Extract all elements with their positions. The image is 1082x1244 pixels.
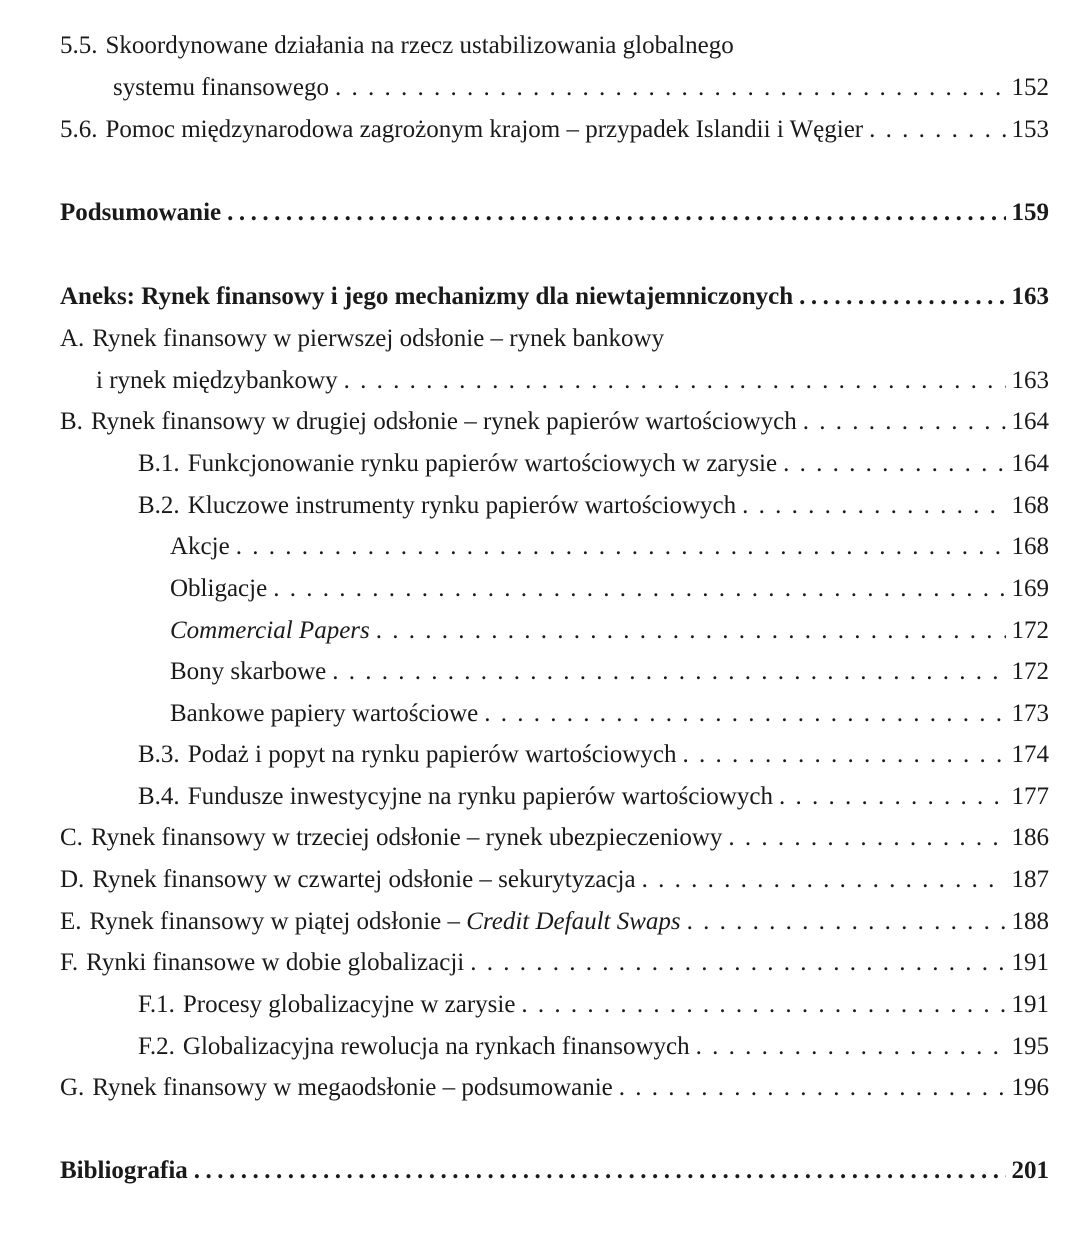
leader-dots (687, 901, 1006, 943)
entry-number: G. (60, 1074, 85, 1101)
toc-entry (0, 526, 1049, 568)
toc-entry (0, 401, 1049, 443)
entry-page: 177 (1011, 783, 1049, 810)
leader-dots (376, 610, 1006, 652)
toc-entry (0, 776, 1049, 818)
toc-entry (0, 318, 1049, 360)
leader-dots (227, 192, 1005, 234)
entry-number: E. (60, 908, 82, 935)
leader-dots (642, 859, 1006, 901)
toc-entry (0, 1067, 1049, 1109)
leader-dots (799, 276, 1005, 318)
entry-title: Rynek finansowy w pierwszej odsłonie – rynek bankowy (92, 325, 665, 352)
entry-title-italic: Commercial Papers (170, 617, 370, 644)
entry-title: systemu finansowego (113, 74, 329, 101)
entry-number: F.2. (138, 1033, 175, 1060)
entry-title: Podaż i popyt na rynku papierów wartościowych (187, 741, 677, 768)
entry-page: 188 (1011, 908, 1049, 935)
entry-page: 174 (1011, 741, 1049, 768)
leader-dots (335, 67, 1006, 109)
leader-dots (682, 734, 1005, 776)
toc-entry (0, 610, 1049, 652)
toc-entry-bold (0, 1150, 1049, 1192)
entry-page: 186 (1011, 824, 1049, 851)
toc-entry (0, 568, 1049, 610)
entry-title (90, 901, 681, 943)
toc-entry (0, 485, 1049, 527)
entry-title: Skoordynowane działania na rzecz ustabilizowania globalnego (105, 32, 734, 59)
entry-title: i rynek międzybankowy (96, 367, 338, 394)
entry-number: 5.5. (60, 32, 98, 59)
entry-title-italic: Credit Default Swaps (466, 908, 681, 935)
entry-page: 168 (1011, 533, 1049, 560)
entry-title: Rynki finansowe w dobie globalizacji (86, 949, 465, 976)
toc-entry-bold (0, 276, 1049, 318)
entry-page: 163 (1011, 283, 1049, 310)
entry-title: Funkcjonowanie rynku papierów wartościowych w zarysie (187, 450, 778, 477)
entry-page: 191 (1011, 991, 1049, 1018)
toc-entry (0, 651, 1049, 693)
toc-entry (0, 443, 1049, 485)
entry-number: B.4. (138, 783, 180, 810)
entry-number: D. (60, 866, 85, 893)
entry-title: Procesy globalizacyjne w zarysie (182, 991, 516, 1018)
entry-number: 5.6. (60, 116, 98, 143)
leader-dots (470, 942, 1005, 984)
leader-dots (619, 1067, 1006, 1109)
entry-title: Bony skarbowe (170, 658, 327, 685)
entry-title: Rynek finansowy w drugiej odsłonie – rynek papierów wartościowych (90, 408, 797, 435)
entry-title: Bankowe papiery wartościowe (170, 700, 479, 727)
toc-entry (0, 859, 1049, 901)
leader-dots (728, 817, 1005, 859)
leader-dots (521, 984, 1005, 1026)
leader-dots (344, 360, 1006, 402)
entry-page: 152 (1011, 74, 1049, 101)
leader-dots (194, 1150, 1006, 1192)
toc-entry (0, 109, 1049, 151)
entry-title: Pomoc międzynarodowa zagrożonym krajom – przypadek Islandii i Węgier (105, 116, 864, 143)
entry-title: Podsumowanie (60, 199, 222, 226)
leader-dots (742, 485, 1005, 527)
entry-number: F.1. (138, 991, 175, 1018)
entry-title (170, 610, 370, 652)
entry-page: 172 (1011, 617, 1049, 644)
entry-page: 163 (1011, 367, 1049, 394)
entry-title: Obligacje (170, 575, 268, 602)
entry-page: 195 (1011, 1033, 1049, 1060)
entry-page: 164 (1011, 408, 1049, 435)
entry-title: Kluczowe instrumenty rynku papierów wartościowych (187, 492, 737, 519)
entry-page: 159 (1011, 199, 1049, 226)
toc-entry-bold (0, 192, 1049, 234)
entry-title: Rynek finansowy w czwartej odsłonie – sekurytyzacja (92, 866, 636, 893)
entry-number: B.1. (138, 450, 180, 477)
entry-number: C. (60, 824, 83, 851)
leader-dots (273, 568, 1005, 610)
entry-number: B.3. (138, 741, 180, 768)
entry-title: Globalizacyjna rewolucja na rynkach finansowych (182, 1033, 690, 1060)
entry-title: Rynek finansowy w trzeciej odsłonie – rynek ubezpieczeniowy (90, 824, 723, 851)
entry-number: F. (60, 949, 79, 976)
toc-entry (0, 734, 1049, 776)
toc-entry (0, 901, 1049, 943)
entry-title: Bibliografia (60, 1157, 188, 1184)
entry-number: A. (60, 325, 85, 352)
toc-entry (0, 1026, 1049, 1068)
entry-page: 153 (1011, 116, 1049, 143)
leader-dots (236, 526, 1006, 568)
leader-dots (869, 109, 1005, 151)
toc-entry (0, 25, 1049, 67)
entry-page: 196 (1011, 1074, 1049, 1101)
entry-number: B.2. (138, 492, 180, 519)
entry-page: 169 (1011, 575, 1049, 602)
entry-title-text: Rynek finansowy w piątej odsłonie – (89, 908, 467, 935)
entry-page: 164 (1011, 450, 1049, 477)
entry-title: Akcje (170, 533, 230, 560)
leader-dots (803, 401, 1006, 443)
toc-entry (0, 693, 1049, 735)
entry-page: 172 (1011, 658, 1049, 685)
leader-dots (783, 443, 1005, 485)
entry-title: Rynek finansowy w megaodsłonie – podsumowanie (92, 1074, 613, 1101)
entry-title: Aneks: Rynek finansowy i jego mechanizmy dla niewtajemniczonych (60, 283, 794, 310)
leader-dots (696, 1026, 1006, 1068)
toc-entry (0, 67, 1049, 109)
entry-page: 191 (1011, 949, 1049, 976)
toc-entry (0, 360, 1049, 402)
leader-dots (332, 651, 1005, 693)
toc-entry (0, 984, 1049, 1026)
toc-entry (0, 942, 1049, 984)
entry-title: Fundusze inwestycyjne na rynku papierów wartościowych (187, 783, 773, 810)
entry-page: 168 (1011, 492, 1049, 519)
entry-number: B. (60, 408, 83, 435)
entry-page: 201 (1011, 1157, 1049, 1184)
entry-page: 173 (1011, 700, 1049, 727)
toc-entry (0, 817, 1049, 859)
leader-dots (779, 776, 1006, 818)
entry-page: 187 (1011, 866, 1049, 893)
leader-dots (484, 693, 1005, 735)
